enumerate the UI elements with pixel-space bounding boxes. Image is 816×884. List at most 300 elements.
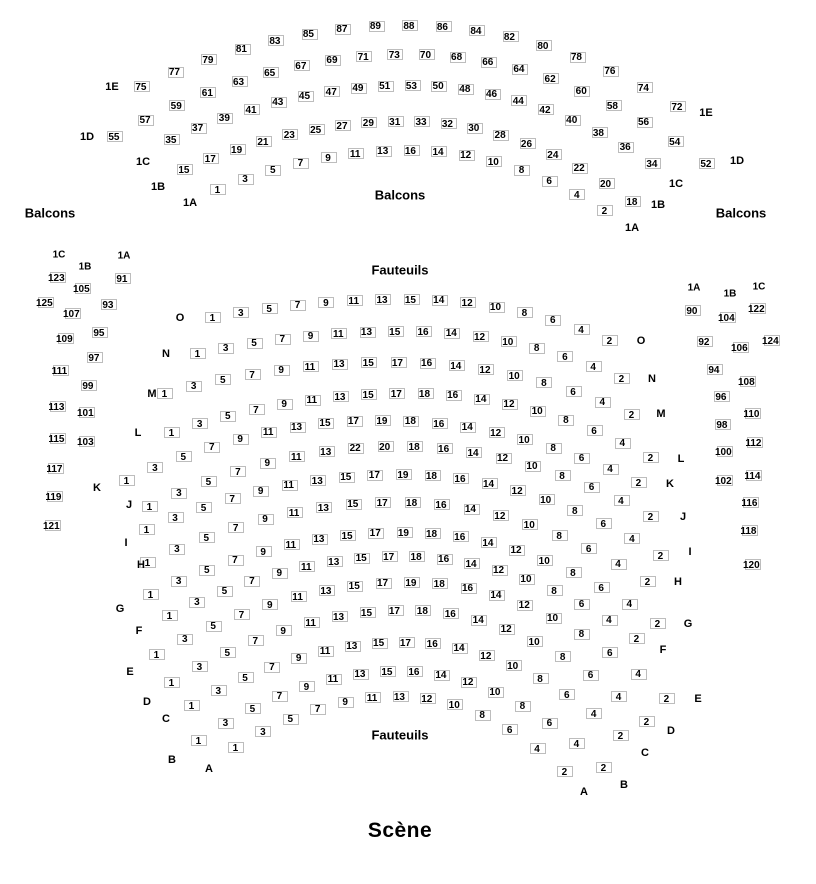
- seat-balcony-1D-59[interactable]: [169, 100, 185, 111]
- seat-balcony-1D-57[interactable]: [138, 115, 154, 126]
- seat-balcony-1B-18[interactable]: [625, 196, 641, 207]
- seat-balcony-1E-82[interactable]: [503, 31, 519, 42]
- seat-orchestra-D-1[interactable]: [164, 677, 180, 688]
- seat-orchestra-G-19[interactable]: [397, 527, 413, 538]
- seat-balcony-1D-52[interactable]: [699, 158, 715, 169]
- seat-balcony-1C-48[interactable]: [458, 84, 474, 95]
- seat-orchestra-D-14[interactable]: [471, 615, 487, 626]
- seat-balcony-1D-60[interactable]: [574, 86, 590, 97]
- seat-orchestra-O-6[interactable]: [545, 315, 561, 326]
- seat-wing-right-100[interactable]: [714, 446, 733, 458]
- seat-balcony-1D-62[interactable]: [543, 73, 559, 84]
- seat-orchestra-F-17[interactable]: [382, 551, 398, 562]
- seat-orchestra-K-14[interactable]: [460, 422, 476, 433]
- seat-orchestra-C-10[interactable]: [506, 660, 522, 671]
- seat-balcony-1B-29[interactable]: [361, 117, 377, 128]
- seat-orchestra-I-9[interactable]: [253, 486, 269, 497]
- seat-orchestra-J-22[interactable]: [348, 443, 364, 454]
- seat-orchestra-L-18[interactable]: [418, 388, 434, 399]
- seat-balcony-1B-31[interactable]: [388, 116, 404, 127]
- seat-orchestra-M-15[interactable]: [361, 357, 377, 368]
- seat-orchestra-B-1[interactable]: [191, 735, 207, 746]
- seat-balcony-1C-35[interactable]: [164, 134, 180, 145]
- seat-orchestra-M-7[interactable]: [245, 369, 261, 380]
- seat-orchestra-H-11[interactable]: [287, 507, 303, 518]
- seat-orchestra-L-17[interactable]: [389, 388, 405, 399]
- seat-wing-right-114[interactable]: [746, 470, 762, 481]
- seat-orchestra-K-16[interactable]: [432, 418, 448, 429]
- seat-orchestra-L-3[interactable]: [192, 418, 208, 429]
- seat-orchestra-K-2[interactable]: [631, 477, 647, 488]
- seat-balcony-1C-42[interactable]: [538, 104, 554, 115]
- seat-orchestra-J-7[interactable]: [230, 466, 246, 477]
- seat-orchestra-D-9[interactable]: [276, 625, 292, 636]
- seat-balcony-1D-65[interactable]: [263, 67, 279, 78]
- seat-orchestra-F-4[interactable]: [602, 615, 618, 626]
- seat-orchestra-L-1[interactable]: [164, 427, 180, 438]
- seat-orchestra-J-8[interactable]: [555, 470, 571, 481]
- seat-orchestra-G-8[interactable]: [566, 567, 582, 578]
- seat-orchestra-D-8[interactable]: [555, 651, 571, 662]
- seat-orchestra-N-5[interactable]: [247, 338, 263, 349]
- seat-orchestra-F-12[interactable]: [492, 565, 508, 576]
- seat-orchestra-N-12[interactable]: [473, 331, 489, 342]
- seat-orchestra-L-10[interactable]: [530, 406, 546, 417]
- seat-orchestra-J-11[interactable]: [289, 451, 305, 462]
- seat-balcony-1B-33[interactable]: [414, 116, 430, 127]
- seat-orchestra-O-2[interactable]: [602, 335, 618, 346]
- seat-orchestra-G-12[interactable]: [509, 545, 525, 556]
- seat-balcony-1B-15[interactable]: [177, 164, 193, 175]
- seat-balcony-1B-21[interactable]: [256, 136, 272, 147]
- seat-orchestra-H-7[interactable]: [228, 522, 244, 533]
- seat-orchestra-E-18[interactable]: [432, 578, 448, 589]
- seat-wing-left-125[interactable]: [35, 297, 54, 309]
- seat-wing-left-97[interactable]: [87, 352, 103, 363]
- seat-balcony-1D-61[interactable]: [200, 87, 216, 98]
- seat-wing-right-90[interactable]: [685, 305, 701, 316]
- seat-orchestra-M-14[interactable]: [449, 360, 465, 371]
- seat-orchestra-K-3[interactable]: [147, 462, 163, 473]
- seat-orchestra-K-11[interactable]: [261, 427, 277, 438]
- seat-orchestra-N-4[interactable]: [586, 361, 602, 372]
- seat-orchestra-K-10[interactable]: [517, 434, 533, 445]
- seat-orchestra-I-12[interactable]: [510, 485, 526, 496]
- seat-orchestra-M-10[interactable]: [507, 370, 523, 381]
- seat-orchestra-M-1[interactable]: [157, 388, 173, 399]
- seat-balcony-1E-77[interactable]: [168, 67, 184, 78]
- seat-balcony-1E-75[interactable]: [134, 81, 150, 92]
- seat-balcony-1A-2[interactable]: [597, 205, 613, 216]
- seat-orchestra-F-7[interactable]: [244, 576, 260, 587]
- seat-orchestra-A-12[interactable]: [420, 693, 436, 704]
- seat-wing-left-115[interactable]: [50, 433, 66, 444]
- seat-orchestra-F-6[interactable]: [574, 599, 590, 610]
- seat-orchestra-G-17[interactable]: [368, 528, 384, 539]
- seat-orchestra-B-16[interactable]: [407, 666, 423, 677]
- seat-balcony-1B-28[interactable]: [493, 130, 509, 141]
- seat-orchestra-I-11[interactable]: [282, 480, 298, 491]
- seat-balcony-1B-23[interactable]: [282, 129, 298, 140]
- seat-balcony-1D-66[interactable]: [481, 57, 497, 68]
- seat-orchestra-M-8[interactable]: [536, 377, 552, 388]
- seat-orchestra-I-13[interactable]: [310, 475, 326, 486]
- seat-balcony-1C-37[interactable]: [191, 123, 207, 134]
- seat-wing-left-117[interactable]: [48, 463, 64, 474]
- seat-orchestra-N-7[interactable]: [275, 334, 291, 345]
- seat-orchestra-D-7[interactable]: [248, 635, 264, 646]
- seat-orchestra-L-13[interactable]: [333, 391, 349, 402]
- seat-orchestra-E-17[interactable]: [376, 578, 392, 589]
- seat-orchestra-C-15[interactable]: [372, 638, 388, 649]
- seat-orchestra-C-6[interactable]: [559, 689, 575, 700]
- seat-balcony-1A-8[interactable]: [514, 165, 530, 176]
- seat-wing-left-123[interactable]: [47, 272, 66, 284]
- seat-orchestra-M-6[interactable]: [566, 386, 582, 397]
- seat-orchestra-E-2[interactable]: [659, 693, 675, 704]
- seat-orchestra-M-3[interactable]: [186, 381, 202, 392]
- seat-balcony-1C-40[interactable]: [565, 115, 581, 126]
- seat-balcony-1A-16[interactable]: [404, 145, 420, 156]
- seat-orchestra-C-7[interactable]: [264, 662, 280, 673]
- seat-balcony-1E-79[interactable]: [201, 54, 217, 65]
- seat-orchestra-M-13[interactable]: [332, 359, 348, 370]
- seat-orchestra-M-16[interactable]: [420, 358, 436, 369]
- seat-orchestra-I-10[interactable]: [539, 494, 555, 505]
- seat-orchestra-L-15[interactable]: [361, 389, 377, 400]
- seat-orchestra-K-19[interactable]: [375, 415, 391, 426]
- seat-orchestra-O-11[interactable]: [347, 295, 363, 306]
- seat-balcony-1A-14[interactable]: [431, 146, 447, 157]
- seat-orchestra-D-4[interactable]: [611, 691, 627, 702]
- seat-wing-left-113[interactable]: [50, 401, 66, 412]
- seat-orchestra-C-4[interactable]: [586, 708, 602, 719]
- seat-balcony-1D-67[interactable]: [294, 60, 310, 71]
- seat-orchestra-O-8[interactable]: [517, 307, 533, 318]
- seat-balcony-1C-46[interactable]: [485, 89, 501, 100]
- seat-balcony-1C-38[interactable]: [592, 127, 608, 138]
- seat-balcony-1A-5[interactable]: [265, 165, 281, 176]
- seat-orchestra-H-14[interactable]: [464, 504, 480, 515]
- seat-balcony-1E-85[interactable]: [302, 29, 318, 40]
- seat-orchestra-D-2[interactable]: [639, 716, 655, 727]
- seat-wing-right-98[interactable]: [715, 419, 731, 430]
- seat-orchestra-O-1[interactable]: [205, 312, 221, 323]
- seat-orchestra-D-6[interactable]: [583, 670, 599, 681]
- seat-orchestra-M-12[interactable]: [478, 364, 494, 375]
- seat-orchestra-N-15[interactable]: [388, 326, 404, 337]
- seat-balcony-1C-41[interactable]: [244, 104, 260, 115]
- seat-wing-right-118[interactable]: [742, 525, 758, 536]
- seat-orchestra-B-9[interactable]: [299, 681, 315, 692]
- seat-orchestra-E-8[interactable]: [574, 629, 590, 640]
- seat-orchestra-B-14[interactable]: [434, 670, 450, 681]
- seat-orchestra-G-5[interactable]: [199, 565, 215, 576]
- seat-orchestra-C-12[interactable]: [479, 650, 495, 661]
- seat-balcony-1B-19[interactable]: [230, 144, 246, 155]
- seat-wing-right-106[interactable]: [730, 342, 749, 354]
- seat-orchestra-I-3[interactable]: [168, 512, 184, 523]
- seat-orchestra-E-11[interactable]: [291, 591, 307, 602]
- seat-wing-left-93[interactable]: [101, 299, 117, 310]
- seat-orchestra-J-12[interactable]: [496, 453, 512, 464]
- seat-orchestra-G-1[interactable]: [143, 589, 159, 600]
- seat-orchestra-I-1[interactable]: [139, 524, 155, 535]
- seat-wing-left-103[interactable]: [76, 436, 95, 448]
- seat-orchestra-A-7[interactable]: [310, 704, 326, 715]
- seat-balcony-1C-36[interactable]: [618, 142, 634, 153]
- seat-balcony-1D-70[interactable]: [419, 49, 435, 60]
- seat-orchestra-L-16[interactable]: [446, 390, 462, 401]
- seat-orchestra-I-5[interactable]: [196, 502, 212, 513]
- seat-orchestra-G-9[interactable]: [256, 546, 272, 557]
- seat-wing-left-91[interactable]: [115, 273, 131, 284]
- seat-orchestra-F-14[interactable]: [464, 558, 480, 569]
- seat-orchestra-B-10[interactable]: [488, 687, 504, 698]
- seat-orchestra-F-18[interactable]: [409, 551, 425, 562]
- seat-balcony-1C-43[interactable]: [271, 97, 287, 108]
- seat-wing-right-110[interactable]: [745, 408, 761, 419]
- seat-balcony-1E-89[interactable]: [369, 21, 385, 32]
- seat-orchestra-G-3[interactable]: [171, 576, 187, 587]
- seat-orchestra-A-13[interactable]: [393, 691, 409, 702]
- seat-orchestra-C-13[interactable]: [345, 641, 361, 652]
- seat-orchestra-G-11[interactable]: [284, 539, 300, 550]
- seat-orchestra-G-15[interactable]: [340, 530, 356, 541]
- seat-orchestra-G-10[interactable]: [537, 555, 553, 566]
- seat-balcony-1D-71[interactable]: [356, 51, 372, 62]
- seat-orchestra-K-7[interactable]: [204, 442, 220, 453]
- seat-wing-left-99[interactable]: [81, 380, 97, 391]
- seat-orchestra-I-16[interactable]: [453, 473, 469, 484]
- seat-orchestra-I-14[interactable]: [482, 478, 498, 489]
- seat-orchestra-C-2[interactable]: [613, 730, 629, 741]
- seat-orchestra-G-2[interactable]: [650, 618, 666, 629]
- seat-orchestra-G-7[interactable]: [228, 555, 244, 566]
- seat-orchestra-F-9[interactable]: [272, 568, 288, 579]
- seat-orchestra-K-15[interactable]: [318, 418, 334, 429]
- seat-orchestra-E-6[interactable]: [602, 647, 618, 658]
- seat-balcony-1B-26[interactable]: [520, 138, 536, 149]
- seat-orchestra-N-2[interactable]: [614, 373, 630, 384]
- seat-orchestra-F-13[interactable]: [327, 556, 343, 567]
- seat-wing-right-102[interactable]: [714, 475, 733, 487]
- seat-orchestra-O-4[interactable]: [574, 324, 590, 335]
- seat-orchestra-J-10[interactable]: [525, 461, 541, 472]
- seat-orchestra-K-9[interactable]: [233, 434, 249, 445]
- seat-orchestra-J-16[interactable]: [437, 443, 453, 454]
- seat-wing-right-122[interactable]: [747, 303, 766, 315]
- seat-orchestra-H-6[interactable]: [581, 543, 597, 554]
- seat-orchestra-G-13[interactable]: [312, 534, 328, 545]
- seat-balcony-1C-44[interactable]: [511, 95, 527, 106]
- seat-orchestra-B-8[interactable]: [515, 701, 531, 712]
- seat-wing-left-105[interactable]: [72, 283, 91, 295]
- seat-wing-left-107[interactable]: [62, 308, 81, 320]
- seat-orchestra-A-4[interactable]: [530, 743, 546, 754]
- seat-orchestra-H-9[interactable]: [258, 514, 274, 525]
- seat-orchestra-C-8[interactable]: [533, 673, 549, 684]
- seat-orchestra-J-5[interactable]: [201, 476, 217, 487]
- seat-balcony-1B-27[interactable]: [335, 120, 351, 131]
- seat-orchestra-A-9[interactable]: [338, 697, 354, 708]
- seat-orchestra-L-14[interactable]: [474, 394, 490, 405]
- seat-balcony-1A-4[interactable]: [569, 189, 585, 200]
- seat-orchestra-J-1[interactable]: [142, 501, 158, 512]
- seat-balcony-1E-83[interactable]: [268, 35, 284, 46]
- seat-orchestra-F-10[interactable]: [519, 574, 535, 585]
- seat-orchestra-L-8[interactable]: [558, 415, 574, 426]
- seat-orchestra-D-15[interactable]: [360, 607, 376, 618]
- seat-wing-right-120[interactable]: [742, 559, 761, 571]
- seat-orchestra-I-8[interactable]: [567, 505, 583, 516]
- seat-balcony-1C-50[interactable]: [431, 81, 447, 92]
- seat-balcony-1A-9[interactable]: [321, 152, 337, 163]
- seat-orchestra-F-5[interactable]: [217, 586, 233, 597]
- seat-orchestra-L-11[interactable]: [305, 395, 321, 406]
- seat-orchestra-C-3[interactable]: [211, 685, 227, 696]
- seat-orchestra-K-18[interactable]: [403, 416, 419, 427]
- seat-orchestra-H-13[interactable]: [316, 502, 332, 513]
- seat-orchestra-C-17[interactable]: [399, 637, 415, 648]
- seat-orchestra-H-15[interactable]: [346, 499, 362, 510]
- seat-orchestra-H-16[interactable]: [434, 499, 450, 510]
- seat-orchestra-G-14[interactable]: [481, 537, 497, 548]
- seat-balcony-1D-58[interactable]: [606, 100, 622, 111]
- seat-orchestra-N-8[interactable]: [529, 343, 545, 354]
- seat-orchestra-E-3[interactable]: [177, 634, 193, 645]
- seat-wing-left-101[interactable]: [76, 407, 95, 419]
- seat-orchestra-O-9[interactable]: [318, 297, 334, 308]
- seat-orchestra-F-16[interactable]: [437, 554, 453, 565]
- seat-orchestra-J-6[interactable]: [584, 482, 600, 493]
- seat-orchestra-O-14[interactable]: [432, 295, 448, 306]
- seat-orchestra-F-3[interactable]: [189, 597, 205, 608]
- seat-orchestra-N-16[interactable]: [416, 326, 432, 337]
- seat-orchestra-I-19[interactable]: [396, 469, 412, 480]
- seat-balcony-1A-11[interactable]: [348, 148, 364, 159]
- seat-orchestra-A-8[interactable]: [475, 710, 491, 721]
- seat-orchestra-H-3[interactable]: [169, 544, 185, 555]
- seat-orchestra-A-10[interactable]: [447, 699, 463, 710]
- seat-orchestra-K-13[interactable]: [290, 422, 306, 433]
- seat-balcony-1B-17[interactable]: [203, 153, 219, 164]
- seat-orchestra-F-8[interactable]: [547, 585, 563, 596]
- seat-orchestra-K-1[interactable]: [119, 475, 135, 486]
- seat-balcony-1E-78[interactable]: [570, 52, 586, 63]
- seat-orchestra-H-5[interactable]: [199, 532, 215, 543]
- seat-orchestra-N-9[interactable]: [303, 331, 319, 342]
- seat-wing-right-124[interactable]: [761, 335, 780, 347]
- seat-balcony-1B-20[interactable]: [599, 178, 615, 189]
- seat-wing-left-109[interactable]: [55, 333, 74, 345]
- seat-orchestra-D-3[interactable]: [192, 661, 208, 672]
- seat-wing-right-116[interactable]: [743, 497, 759, 508]
- seat-orchestra-O-10[interactable]: [489, 302, 505, 313]
- seat-wing-left-119[interactable]: [47, 491, 63, 502]
- seat-orchestra-E-14[interactable]: [489, 590, 505, 601]
- seat-orchestra-B-6[interactable]: [542, 718, 558, 729]
- seat-orchestra-M-9[interactable]: [274, 365, 290, 376]
- seat-orchestra-D-17[interactable]: [388, 605, 404, 616]
- seat-orchestra-C-1[interactable]: [184, 700, 200, 711]
- seat-orchestra-D-16[interactable]: [443, 608, 459, 619]
- seat-balcony-1E-80[interactable]: [536, 40, 552, 51]
- seat-balcony-1A-6[interactable]: [542, 176, 558, 187]
- seat-orchestra-G-4[interactable]: [622, 599, 638, 610]
- seat-orchestra-D-5[interactable]: [220, 647, 236, 658]
- seat-balcony-1E-86[interactable]: [436, 21, 452, 32]
- seat-wing-left-121[interactable]: [42, 520, 61, 532]
- seat-balcony-1C-51[interactable]: [378, 81, 394, 92]
- seat-balcony-1D-63[interactable]: [232, 76, 248, 87]
- seat-orchestra-H-4[interactable]: [611, 559, 627, 570]
- seat-orchestra-G-6[interactable]: [594, 582, 610, 593]
- seat-balcony-1E-88[interactable]: [402, 20, 418, 31]
- seat-orchestra-C-14[interactable]: [452, 643, 468, 654]
- seat-orchestra-J-13[interactable]: [319, 446, 335, 457]
- seat-orchestra-A-2[interactable]: [557, 766, 573, 777]
- seat-orchestra-K-17[interactable]: [347, 416, 363, 427]
- seat-orchestra-J-9[interactable]: [260, 458, 276, 469]
- seat-balcony-1A-3[interactable]: [238, 174, 254, 185]
- seat-orchestra-B-7[interactable]: [272, 691, 288, 702]
- seat-orchestra-N-13[interactable]: [360, 327, 376, 338]
- seat-orchestra-I-4[interactable]: [624, 533, 640, 544]
- seat-orchestra-L-6[interactable]: [587, 425, 603, 436]
- seat-balcony-1E-87[interactable]: [335, 24, 351, 35]
- seat-balcony-1D-73[interactable]: [387, 49, 403, 60]
- seat-orchestra-C-5[interactable]: [238, 672, 254, 683]
- seat-balcony-1D-55[interactable]: [107, 131, 123, 142]
- seat-orchestra-G-16[interactable]: [453, 531, 469, 542]
- seat-balcony-1D-68[interactable]: [450, 52, 466, 63]
- seat-orchestra-A-3[interactable]: [255, 726, 271, 737]
- seat-wing-left-111[interactable]: [53, 365, 69, 376]
- seat-orchestra-N-1[interactable]: [190, 348, 206, 359]
- seat-wing-right-104[interactable]: [717, 312, 736, 324]
- seat-orchestra-B-5[interactable]: [245, 703, 261, 714]
- seat-orchestra-B-2[interactable]: [596, 762, 612, 773]
- seat-orchestra-M-5[interactable]: [215, 374, 231, 385]
- seat-orchestra-F-15[interactable]: [354, 553, 370, 564]
- seat-orchestra-I-17[interactable]: [367, 470, 383, 481]
- seat-balcony-1C-39[interactable]: [217, 113, 233, 124]
- seat-balcony-1B-24[interactable]: [546, 149, 562, 160]
- seat-orchestra-K-4[interactable]: [603, 464, 619, 475]
- seat-orchestra-D-12[interactable]: [499, 624, 515, 635]
- seat-orchestra-L-12[interactable]: [502, 399, 518, 410]
- seat-orchestra-J-4[interactable]: [614, 495, 630, 506]
- seat-orchestra-O-12[interactable]: [460, 297, 476, 308]
- seat-orchestra-E-10[interactable]: [546, 613, 562, 624]
- seat-orchestra-E-19[interactable]: [404, 577, 420, 588]
- seat-orchestra-J-18[interactable]: [407, 441, 423, 452]
- seat-orchestra-H-12[interactable]: [493, 510, 509, 521]
- seat-orchestra-K-5[interactable]: [176, 451, 192, 462]
- seat-orchestra-E-1[interactable]: [149, 649, 165, 660]
- seat-orchestra-M-2[interactable]: [624, 409, 640, 420]
- seat-wing-right-96[interactable]: [714, 391, 730, 402]
- seat-orchestra-N-3[interactable]: [218, 343, 234, 354]
- seat-orchestra-B-12[interactable]: [461, 677, 477, 688]
- seat-orchestra-H-8[interactable]: [552, 530, 568, 541]
- seat-orchestra-E-15[interactable]: [347, 581, 363, 592]
- seat-balcony-1E-74[interactable]: [637, 82, 653, 93]
- seat-orchestra-N-11[interactable]: [331, 328, 347, 339]
- seat-orchestra-I-2[interactable]: [653, 550, 669, 561]
- seat-orchestra-L-9[interactable]: [277, 399, 293, 410]
